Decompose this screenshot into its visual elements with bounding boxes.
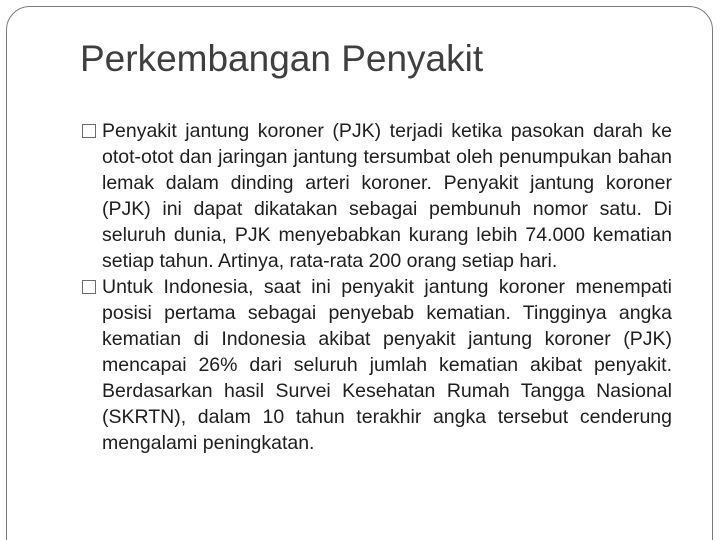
square-bullet-icon bbox=[82, 124, 96, 138]
bullet-list bbox=[80, 118, 672, 456]
slide-title: Perkembangan Penyakit bbox=[80, 38, 484, 79]
bullet-item bbox=[80, 118, 672, 274]
bullet-text: Penyakit jantung koroner (PJK) terjadi ketika pasokan darah ke otot-otot dan jaringan jantung tersumbat oleh penumpukan bahan lemak dalam dinding arteri koroner. Penyakit jantung koroner (PJK) ini dapat dikatakan sebagai pembunuh nomor satu. Di seluruh dunia, PJK menyebabkan kurang lebih 74.000 kematian setiap tahun. Artinya, rata-rata 200 orang setiap hari. bbox=[102, 120, 672, 272]
bullet-text: Untuk Indonesia, saat ini penyakit jantung koroner menempati posisi pertama sebagai penyebab kematian. Tingginya angka kematian di Indonesia akibat penyakit jantung koroner (PJK) mencapai 26% dari seluruh jumlah kematian akibat penyakit. Berdasarkan hasil Survei Kesehatan Rumah Tangga Nasional (SKRTN), dalam 10 tahun terakhir angka tersebut cenderung mengalami peningkatan. bbox=[102, 276, 672, 454]
square-bullet-icon bbox=[82, 280, 96, 294]
bullet-item bbox=[80, 274, 672, 456]
